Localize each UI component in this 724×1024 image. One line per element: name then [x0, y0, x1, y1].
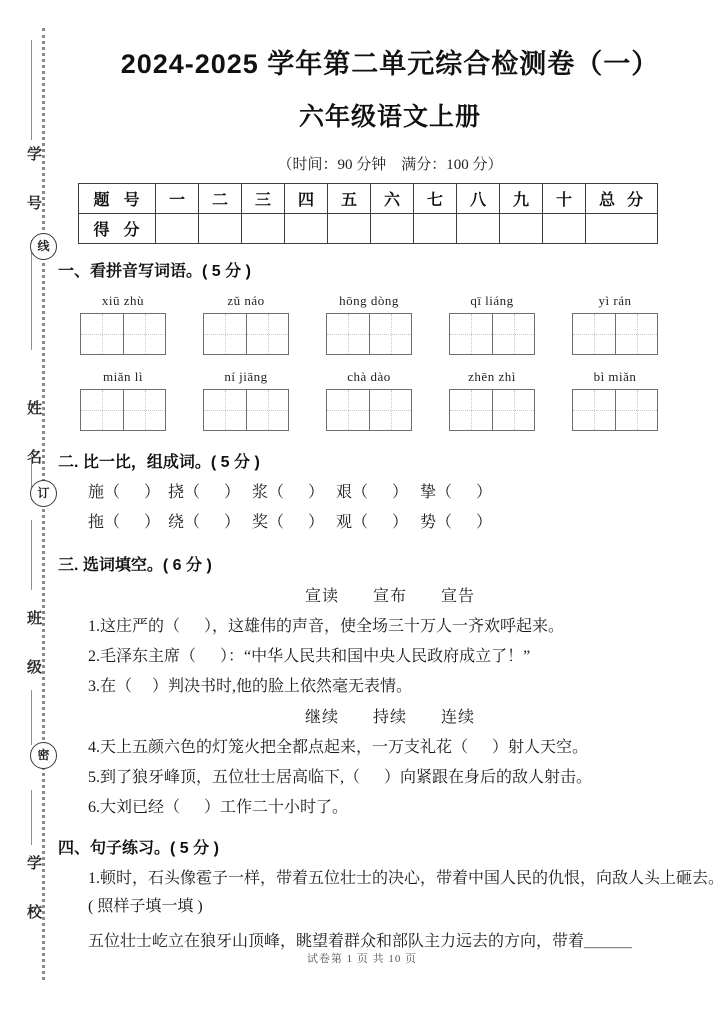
margin-label-class: 班 级	[25, 610, 41, 683]
tianzige-cell[interactable]	[81, 390, 123, 430]
score-input-1[interactable]	[156, 214, 199, 244]
tianzige-cell[interactable]	[81, 314, 123, 354]
pinyin-text: xiū zhù	[101, 293, 145, 308]
pinyin-cell	[201, 293, 291, 355]
pinyin-text: qī liáng	[470, 293, 514, 308]
question-3-1[interactable]: 1.这庄严的（ ），这雄伟的声音，使全场三十万人一齐欢呼起来。	[88, 618, 565, 635]
score-input-9[interactable]	[500, 214, 543, 244]
pinyin-text: chà dào	[347, 369, 391, 384]
section-heading-4: 四、句子练习。( 5 分 )	[58, 840, 219, 857]
tianzige-cell[interactable]	[573, 390, 615, 430]
score-col-8: 八	[457, 184, 500, 214]
table-row-scores	[79, 214, 658, 244]
tianzige-cell[interactable]	[327, 390, 369, 430]
tianzige-cell[interactable]	[369, 314, 411, 354]
tianzige-box[interactable]	[80, 389, 166, 431]
score-input-8[interactable]	[457, 214, 500, 244]
pinyin-cell	[447, 369, 537, 431]
exam-page	[56, 0, 724, 1024]
tianzige-cell[interactable]	[246, 314, 288, 354]
pinyin-cell	[570, 293, 660, 355]
pinyin-text: zǔ náo	[227, 293, 265, 308]
score-table-label-question: 题 号	[79, 184, 156, 214]
tianzige-box[interactable]	[80, 313, 166, 355]
seal-rule-5	[31, 690, 32, 745]
score-col-10: 十	[543, 184, 586, 214]
margin-label-student-id: 学 号	[25, 146, 41, 219]
seal-line-margin	[0, 0, 56, 1024]
pinyin-text: ní jiāng	[224, 369, 268, 384]
pinyin-cell	[201, 369, 291, 431]
seal-rule-1	[31, 40, 32, 140]
score-input-total[interactable]	[586, 214, 658, 244]
tianzige-box[interactable]	[203, 313, 289, 355]
tianzige-box[interactable]	[326, 389, 412, 431]
score-col-total: 总 分	[586, 184, 658, 214]
seal-char-mi: 密	[30, 742, 57, 769]
tianzige-cell[interactable]	[246, 390, 288, 430]
sentence-practice-1[interactable]: 1.顿时，石头像雹子一样，带着五位壮士的决心，带着中国人民的仇恨，向敌人头上砸去。( 照样子填一填 )	[88, 870, 724, 915]
pinyin-cell	[324, 293, 414, 355]
tianzige-cell[interactable]	[369, 390, 411, 430]
score-table	[78, 183, 658, 244]
pinyin-text: hōng dòng	[339, 293, 399, 308]
section-heading-1: 一、看拼音写词语。( 5 分 )	[58, 263, 251, 280]
score-input-5[interactable]	[328, 214, 371, 244]
tianzige-cell[interactable]	[573, 314, 615, 354]
tianzige-cell[interactable]	[450, 314, 492, 354]
tianzige-cell[interactable]	[492, 390, 534, 430]
section-heading-2: 二. 比一比，组成词。( 5 分 )	[58, 454, 260, 471]
word-bank-1: 宣读 宣布 宣告	[304, 588, 475, 605]
table-row-question-numbers	[79, 184, 658, 214]
pinyin-text: yì rán	[598, 293, 632, 308]
pinyin-row-1	[56, 293, 724, 355]
compare-row-2[interactable]: 拖（ ） 绕（ ） 奖（ ） 观（ ） 势（ ）	[88, 514, 493, 531]
margin-label-name: 姓 名	[25, 400, 41, 473]
score-col-9: 九	[500, 184, 543, 214]
score-col-4: 四	[285, 184, 328, 214]
question-3-2[interactable]: 2.毛泽东主席（ ）：“中华人民共和国中央人民政府成立了！”	[88, 648, 531, 665]
tianzige-cell[interactable]	[327, 314, 369, 354]
tianzige-cell[interactable]	[123, 390, 165, 430]
margin-label-school: 学 校	[25, 855, 41, 928]
score-input-3[interactable]	[242, 214, 285, 244]
pinyin-text: bì miǎn	[593, 369, 637, 384]
page-title: 2024-2025 学年第二单元综合检测卷（一）	[120, 49, 660, 79]
tianzige-box[interactable]	[203, 389, 289, 431]
score-input-10[interactable]	[543, 214, 586, 244]
word-bank-2: 继续 持续 连续	[304, 709, 475, 726]
score-col-5: 五	[328, 184, 371, 214]
score-table-label-score: 得 分	[79, 214, 156, 244]
score-col-7: 七	[414, 184, 457, 214]
question-3-5[interactable]: 5.到了狼牙峰顶，五位壮士居高临下,（ ）向紧跟在身后的敌人射击。	[88, 769, 593, 786]
pinyin-cell	[447, 293, 537, 355]
tianzige-box[interactable]	[449, 313, 535, 355]
score-col-6: 六	[371, 184, 414, 214]
section-heading-3: 三. 选词填空。( 6 分 )	[58, 557, 212, 574]
tianzige-cell[interactable]	[615, 314, 657, 354]
tianzige-cell[interactable]	[204, 314, 246, 354]
pinyin-cell	[570, 369, 660, 431]
tianzige-box[interactable]	[449, 389, 535, 431]
tianzige-cell[interactable]	[123, 314, 165, 354]
page-subtitle: 六年级语文上册	[298, 103, 481, 131]
question-3-6[interactable]: 6.大刘已经（ ）工作二十小时了。	[88, 799, 349, 816]
pinyin-text: zhēn zhì	[468, 369, 516, 384]
exam-meta-info: （时间：90 分钟 满分：100 分）	[277, 157, 503, 173]
pinyin-row-2	[56, 369, 724, 431]
tianzige-cell[interactable]	[492, 314, 534, 354]
question-3-4[interactable]: 4.天上五颜六色的灯笼火把全都点起来，一万支礼花（ ）射人天空。	[88, 739, 589, 756]
score-input-6[interactable]	[371, 214, 414, 244]
pinyin-text: miǎn lì	[103, 369, 143, 384]
tianzige-cell[interactable]	[204, 390, 246, 430]
score-col-3: 三	[242, 184, 285, 214]
seal-rule-6	[31, 790, 32, 845]
tianzige-box[interactable]	[572, 389, 658, 431]
tianzige-box[interactable]	[326, 313, 412, 355]
score-col-1: 一	[156, 184, 199, 214]
pinyin-cell	[324, 369, 414, 431]
score-col-2: 二	[199, 184, 242, 214]
tianzige-cell[interactable]	[450, 390, 492, 430]
pinyin-cell	[78, 293, 168, 355]
question-3-3[interactable]: 3.在（ ）判决书时,他的脸上依然毫无表情。	[88, 678, 413, 695]
page-footer: 试卷第 1 页 共 10 页	[306, 953, 418, 965]
seal-rule-2	[31, 240, 32, 350]
sentence-practice-2[interactable]: 五位壮士屹立在狼牙山顶峰，眺望着群众和部队主力远去的方向，带着＿＿＿	[88, 933, 633, 950]
score-input-2[interactable]	[199, 214, 242, 244]
seal-rule-4	[31, 520, 32, 590]
pinyin-cell	[78, 369, 168, 431]
seal-char-xian: 线	[30, 233, 57, 260]
score-input-4[interactable]	[285, 214, 328, 244]
compare-row-1[interactable]: 施（ ） 挠（ ） 浆（ ） 艰（ ） 挚（ ）	[88, 484, 493, 501]
seal-char-ding: 订	[30, 480, 57, 507]
tianzige-cell[interactable]	[615, 390, 657, 430]
score-input-7[interactable]	[414, 214, 457, 244]
tianzige-box[interactable]	[572, 313, 658, 355]
